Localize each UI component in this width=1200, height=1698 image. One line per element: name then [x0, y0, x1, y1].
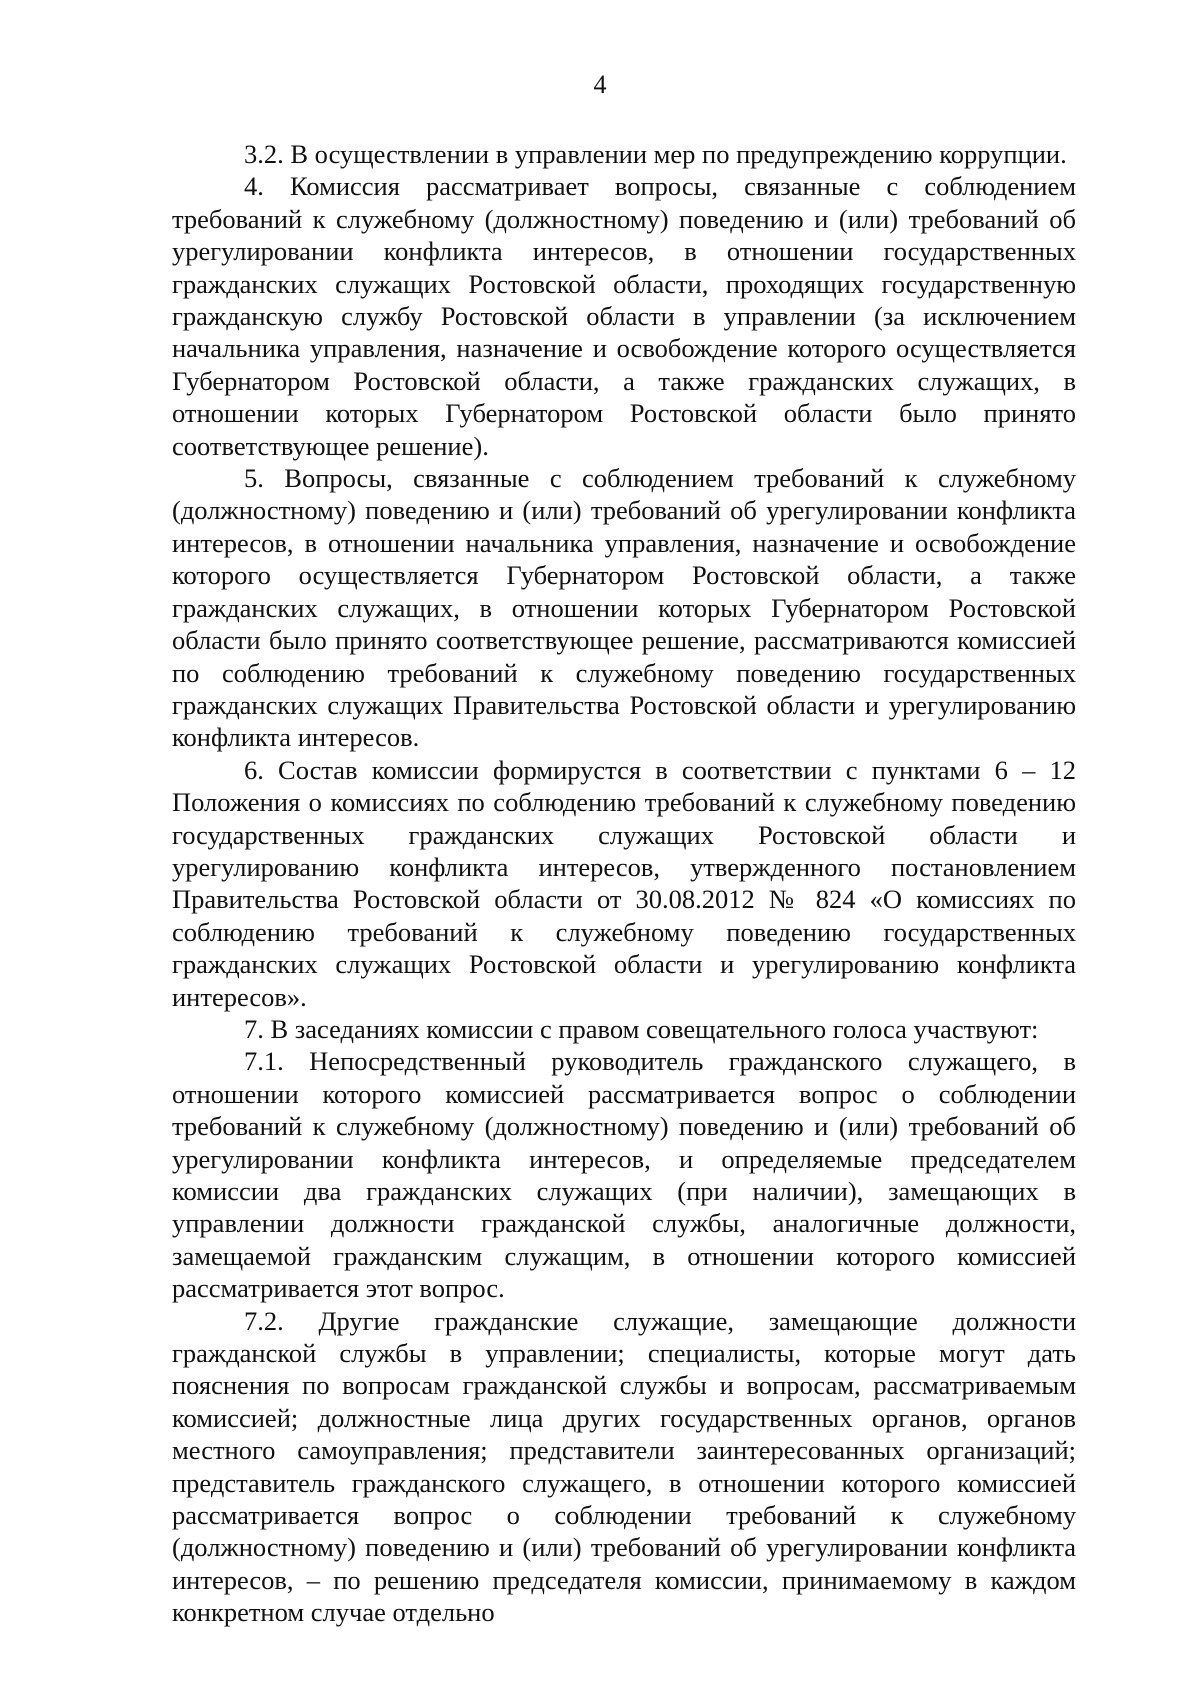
paragraph-7-2: 7.2. Другие гражданские служащие, замещающие должности гражданской службы в управлении; специалисты, которые могут дать пояснения по вопросам гражданской службы и вопросам, рассматриваемым комиссией; должностные лица других государственных органов, органов местного самоуправления; представители заинтересованных организаций; представитель гражданского служащего, в отношении которого комиссией рассматривается вопрос о соблюдении требований к служебному (должностному) поведению и (или) требований об урегулировании конфликта интересов, – по решению председателя комиссии, принимаемому в каждом конкретном случае отдельно	[172, 1305, 1076, 1628]
paragraph-5: 5. Вопросы, связанные с соблюдением требований к служебному (должностному) поведению и (или) требований об урегулировании конфликта интересов, в отношении начальника управления, назначение и освобождение которого осуществляется Губернатором Ростовской области, а также гражданских служащих, в отношении которых Губернатором Ростовской области было принято соответствующее решение, рассматриваются комиссией по соблюдению требований к служебному поведению государственных гражданских служащих Правительства Ростовской области и урегулированию конфликта интересов.	[172, 463, 1076, 753]
paragraph-7: 7. В заседаниях комиссии с правом совещательного голоса участвуют:	[244, 1013, 1039, 1044]
paragraph-7-1: 7.1. Непосредственный руководитель гражданского служащего, в отношении которого комиссией рассматривается вопрос о соблюдении требований к служебному (должностному) поведению и (или) требований об урегулировании конфликта интересов, и определяемые председателем комиссии два гражданских служащих (при наличии), замещающих в управлении должности гражданской службы, аналогичные должности, замещаемой гражданским служащим, в отношении которого комиссией рассматривается этот вопрос.	[172, 1046, 1076, 1304]
page-number: 4	[593, 70, 607, 99]
document-body	[172, 138, 1076, 1629]
paragraph-4: 4. Комиссия рассматривает вопросы, связанные с соблюдением требований к служебному (должностному) поведению и (или) требований об урегулировании конфликта интересов, в отношении государственных гражданских служащих Ростовской области, проходящих государственную гражданскую службу Ростовской области в управлении (за исключением начальника управления, назначение и освобождение которого осуществляется Губернатором Ростовской области, а также гражданских служащих, в отношении которых Губернатором Ростовской области было принято соответствующее решение).	[172, 171, 1076, 461]
paragraph-6: 6. Состав комиссии формирустся в соответствии с пунктами 6 – 12 Положения о комиссиях по соблюдению требований к служебному поведению государственных гражданских служащих Ростовской области и урегулированию конфликта интересов, утвержденного постановлением Правительства Ростовской области от 30.08.2012 № 824 «О комиссиях по соблюдению требований к служебному поведению государственных гражданских служащих Ростовской области и урегулированию конфликта интересов».	[172, 754, 1076, 1012]
paragraph-3-2: 3.2. В осуществлении в управлении мер по предупреждению коррупции.	[244, 139, 1067, 169]
